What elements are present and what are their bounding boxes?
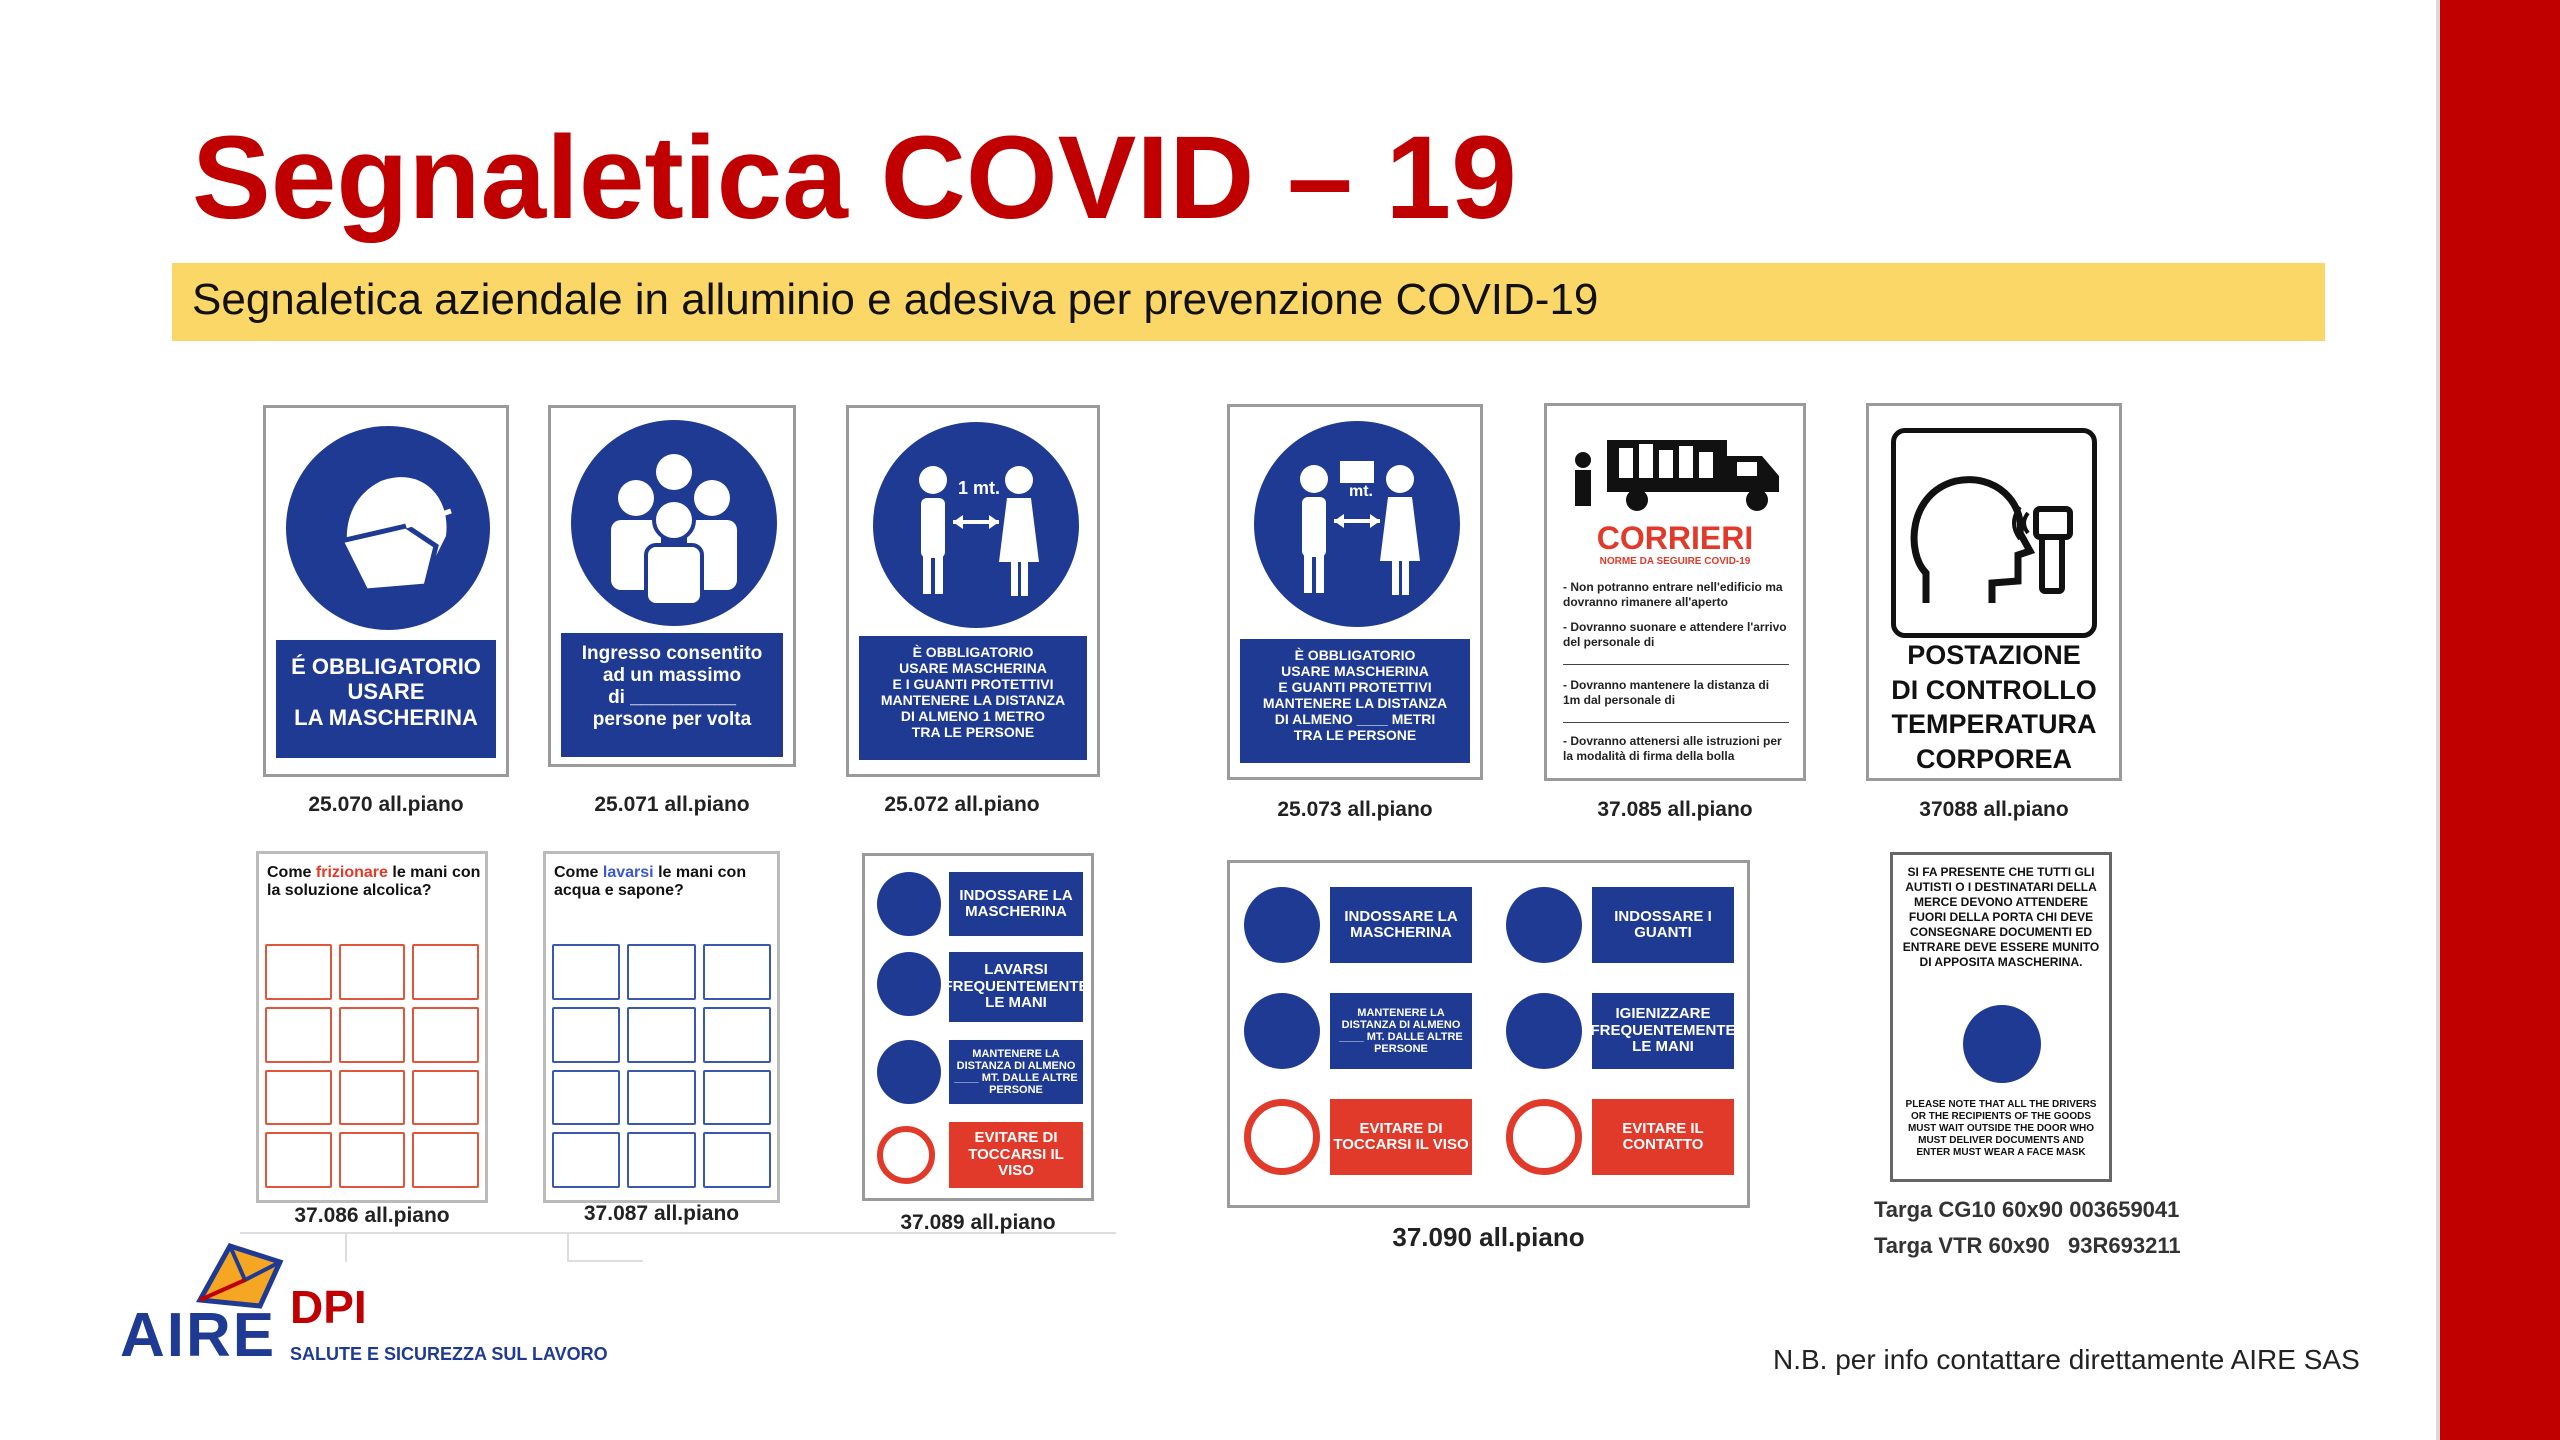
hand-step-icon <box>265 1070 332 1126</box>
footnote: N.B. per info contattare direttamente AIRE SAS <box>1773 1344 2360 1375</box>
face-mask-icon <box>1963 1005 2041 1083</box>
hand-step-icon <box>412 944 479 1000</box>
sign-caption: 37.085 all.piano <box>1597 798 1753 821</box>
thermometer-scan-icon <box>1891 428 2097 638</box>
distance-icon <box>1244 993 1320 1069</box>
sign-caption: 25.072 all.piano <box>884 793 1040 816</box>
rule-label: MANTENERE LA DISTANZA DI ALMENO ____ MT. DALLE ALTRE PERSONE <box>949 1040 1083 1104</box>
social-distance-icon <box>1254 421 1460 627</box>
rule-label: INDOSSARE I GUANTI <box>1592 887 1734 963</box>
rule-label: LAVARSI FREQUENTEMENTE LE MANI <box>949 952 1083 1022</box>
hand-wash-icon <box>877 952 941 1016</box>
sign-max-people <box>548 405 796 767</box>
no-handshake-icon <box>1506 1099 1582 1175</box>
hand-step-icon <box>265 1007 332 1063</box>
hand-step-icon <box>412 1070 479 1126</box>
hand-step-icon <box>627 1132 695 1188</box>
sign-text: Ingresso consentito ad un massimo di __________ persone per volta <box>561 633 783 757</box>
sign-caption: 37088 all.piano <box>1919 798 2069 821</box>
hand-step-icon <box>552 1132 620 1188</box>
sign-rules-wide <box>1227 860 1750 1208</box>
hand-step-icon <box>627 1007 695 1063</box>
hand-step-icon <box>265 944 332 1000</box>
gloves-icon <box>1506 887 1582 963</box>
face-mask-icon <box>1244 887 1320 963</box>
rule-label: EVITARE DI TOCCARSI IL VISO <box>949 1122 1083 1188</box>
notice-english: PLEASE NOTE THAT ALL THE DRIVERS OR THE RECIPIENTS OF THE GOODS MUST WAIT OUTSIDE THE DOOR WHO MUST DELIVER DOCUMENTS AND ENTER MUST WEAR A FACE MASK <box>1905 1099 2097 1158</box>
couriers-rule: - Dovranno mantenere la distanza di 1m dal personale di <box>1563 678 1789 723</box>
notice-italian: SI FA PRESENTE CHE TUTTI GLI AUTISTI O I DESTINATARI DELLA MERCE DEVONO ATTENDERE FUORI DELLA PORTA CHI DEVE CONSEGNARE DOCUMENTI ED ENTRARE DEVE ESSERE MUNITO DI APPOSITA MASCHERINA. <box>1902 865 2100 969</box>
hand-step-icon <box>703 1132 771 1188</box>
red-side-bar <box>2440 0 2560 1440</box>
subtitle-text: Segnaletica aziendale in alluminio e adesiva per prevenzione COVID-19 <box>192 275 1599 324</box>
aire-dpi-logo <box>120 1240 608 1370</box>
hand-step-icon <box>703 1070 771 1126</box>
hand-step-icon <box>339 1007 406 1063</box>
hand-step-icon <box>412 1007 479 1063</box>
rule-label: INDOSSARE LA MASCHERINA <box>1330 887 1472 963</box>
face-mask-icon <box>877 872 941 936</box>
sign-mask-required <box>263 405 509 777</box>
subtitle-banner <box>172 263 2325 341</box>
poster-caption: 37.087 all.piano <box>583 1202 740 1225</box>
couriers-rule: - Dovranno attenersi alle istruzioni per la modalità di firma della bolla <box>1563 734 1782 763</box>
couriers-rule: - Dovranno suonare e attendere l'arrivo del personale di <box>1563 620 1789 665</box>
sign-caption: 25.070 all.piano <box>308 793 464 816</box>
no-touch-face-icon <box>877 1126 935 1184</box>
hand-step-icon <box>339 944 406 1000</box>
sign-distance-blank <box>1227 404 1483 780</box>
hand-step-icon <box>627 944 695 1000</box>
poster-hand-wash <box>543 851 780 1203</box>
sign-driver-notice <box>1890 852 2112 1182</box>
hand-wash-steps-grid <box>552 944 771 1188</box>
hand-step-icon <box>552 1070 620 1126</box>
sign-couriers <box>1544 403 1806 781</box>
poster-hand-rub <box>256 851 488 1203</box>
hand-step-icon <box>627 1070 695 1126</box>
face-mask-icon <box>286 426 490 630</box>
people-group-icon <box>571 420 777 626</box>
logo-brand: AIRE <box>120 1301 277 1370</box>
hand-step-icon <box>552 1007 620 1063</box>
hand-step-icon <box>339 1132 406 1188</box>
hand-rub-steps-grid <box>265 944 479 1188</box>
plate-code: Targa VTR 60x90 93R693211 <box>1874 1233 2181 1258</box>
sign-text: POSTAZIONE DI CONTROLLO TEMPERATURA CORPOREA <box>1891 640 2097 774</box>
logo-tagline: SALUTE E SICUREZZA SUL LAVORO <box>290 1344 608 1364</box>
sign-distance-1m <box>846 405 1100 777</box>
hand-step-icon <box>552 944 620 1000</box>
hand-step-icon <box>339 1070 406 1126</box>
no-touch-face-icon <box>1244 1099 1320 1175</box>
rule-label: EVITARE DI TOCCARSI IL VISO <box>1330 1099 1472 1175</box>
couriers-rule: - Non potranno entrare nell'edificio ma dovranno rimanere all'aperto <box>1563 580 1783 609</box>
sign-text: È OBBLIGATORIO USARE MASCHERINA E GUANTI PROTETTIVI MANTENERE LA DISTANZA DI ALMENO ____ METRI TRA LE PERSONE <box>1240 639 1470 763</box>
logo-product: DPI <box>290 1281 367 1333</box>
hand-step-icon <box>412 1132 479 1188</box>
rule-label: EVITARE IL CONTATTO <box>1592 1099 1734 1175</box>
poster-title: Come lavarsi le mani con acqua e sapone? <box>554 864 747 900</box>
hand-step-icon <box>703 1007 771 1063</box>
couriers-heading: CORRIERI <box>1596 520 1754 556</box>
delivery-truck-icon <box>1567 420 1789 520</box>
sign-caption: 25.071 all.piano <box>594 793 750 816</box>
couriers-subheading: NORME DA SEGUIRE COVID-19 <box>1599 556 1751 567</box>
poster-caption: 37.086 all.piano <box>294 1204 450 1227</box>
hand-step-icon <box>265 1132 332 1188</box>
rule-label: MANTENERE LA DISTANZA DI ALMENO ____ MT. DALLE ALTRE PERSONE <box>1330 993 1472 1069</box>
sign-text: È OBBLIGATORIO USARE MASCHERINA E I GUANTI PROTETTIVI MANTENERE LA DISTANZA DI ALMENO 1 METRO TRA LE PERSONE <box>859 636 1087 760</box>
poster-title: Come frizionare le mani con la soluzione alcolica? <box>267 864 481 900</box>
sign-temperature-station <box>1866 403 2122 781</box>
sign-caption: 25.073 all.piano <box>1277 798 1433 821</box>
slide-title: Segnaletica COVID – 19 <box>192 112 1517 244</box>
distance-label: mt. <box>1349 483 1373 500</box>
plate-code: Targa CG10 60x90 003659041 <box>1874 1197 2180 1222</box>
distance-icon <box>877 1040 941 1104</box>
rule-label: INDOSSARE LA MASCHERINA <box>949 872 1083 936</box>
sanitize-hands-icon <box>1506 993 1582 1069</box>
social-distance-icon <box>873 422 1079 628</box>
sign-rules-vertical <box>862 853 1094 1201</box>
hand-step-icon <box>703 944 771 1000</box>
distance-label: 1 mt. <box>957 478 1000 498</box>
sign-text: É OBBLIGATORIO USARE LA MASCHERINA <box>276 640 496 758</box>
sign-caption: 37.089 all.piano <box>900 1211 1056 1234</box>
sign-caption: 37.090 all.piano <box>1392 1222 1585 1252</box>
rule-label: IGIENIZZARE FREQUENTEMENTE LE MANI <box>1592 993 1734 1069</box>
